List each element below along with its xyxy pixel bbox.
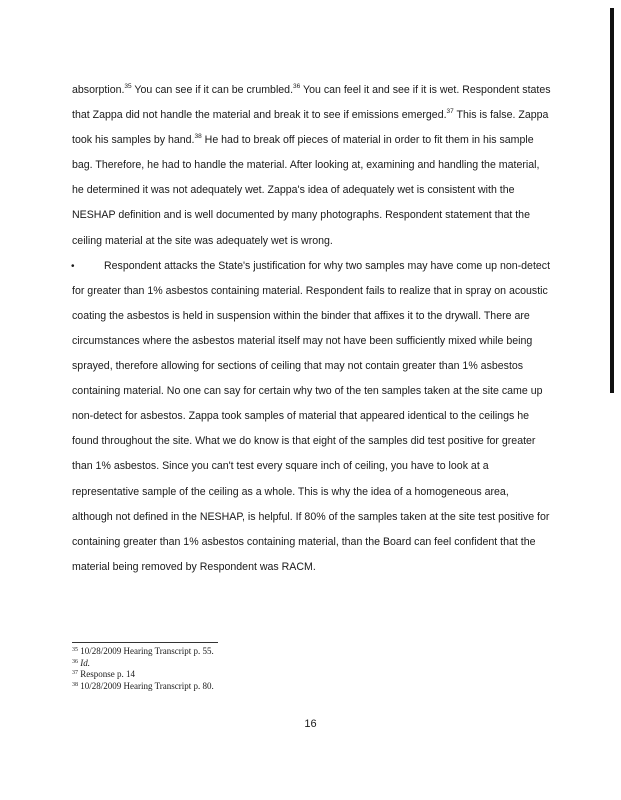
footnote-ref-36[interactable]: 36 [293, 83, 301, 90]
para1-segment-3: You can feel it and see if it is wet. Respondent states that Zappa did not handle the material and break it to see if emissions emerged. [72, 84, 551, 122]
footnote-number: 37 [72, 670, 78, 676]
para1-segment-4: This is false. Zappa took his samples by hand. [72, 109, 549, 147]
body-text [72, 78, 552, 580]
footnote-35 [72, 646, 372, 658]
footnote-text: Response p. 14 [80, 669, 135, 679]
footnote-text: 10/28/2009 Hearing Transcript p. 80. [80, 680, 214, 691]
bullet-icon: • [71, 260, 75, 272]
footnotes [72, 646, 372, 692]
para1-segment-5: He had to break off pieces of material in order to fit them in his sample bag. Therefore, he had to handle the material. After looking at, examining and handling the material, he determined it was not adequately wet. Zappa's idea of adequately wet is consistent with the NESHAP definition and is well documented by many photographs. Respondent statement that the ceiling material at the site was adequately wet is wrong. [72, 134, 540, 247]
footnote-separator [72, 642, 218, 643]
footnote-number: 35 [72, 647, 78, 653]
paragraph-absorption [72, 78, 552, 254]
margin-bar [610, 8, 614, 393]
footnote-text: Id. [80, 657, 90, 668]
footnote-text: 10/28/2009 Hearing Transcript p. 55. [80, 646, 214, 656]
footnote-ref-37[interactable]: 37 [446, 108, 454, 116]
paragraph-bullet-respondent [72, 254, 552, 580]
footnote-36 [72, 658, 372, 670]
footnote-ref-38[interactable]: 38 [194, 133, 202, 141]
footnote-number: 38 [72, 681, 78, 688]
footnote-38 [72, 681, 372, 693]
footnote-number: 36 [72, 658, 78, 665]
footnote-37 [72, 669, 372, 681]
para2-text: Respondent attacks the State's justification for why two samples may have come up non-detect for greater than 1% asbestos containing material. Respondent fails to realize that in spray on acoustic coating the asbestos is held in suspension within the binder that affixes it to the drywall. There are circumstances where the asbestos material itself may not have been sufficiently mixed while being sprayed, therefore allowing for sections of ceiling that may not contain greater than 1% asbestos containing material. No one can say for certain why two of the ten samples taken at the site came up non-detect for asbestos. Zappa took samples of material that appeared identical to the ceilings he found throughout the site. What we do know is that eight of the samples did test positive for greater than 1% asbestos. Since you can't test every square inch of ceiling, you have to look at a representative sample of the ceiling as a whole. This is why the idea of a homogeneous area, although not defined in the NESHAP, is helpful. If 80% of the samples taken at the site test positive for containing greater than 1% asbestos containing material, than the Board can feel confident that the material being removed by Respondent was RACM. [72, 259, 551, 573]
para1-segment-1: absorption. [72, 84, 125, 96]
footnote-ref-35[interactable]: 35 [124, 83, 132, 90]
page-number: 16 [304, 718, 317, 730]
para1-segment-2: You can see if it can be crumbled. [131, 84, 294, 96]
